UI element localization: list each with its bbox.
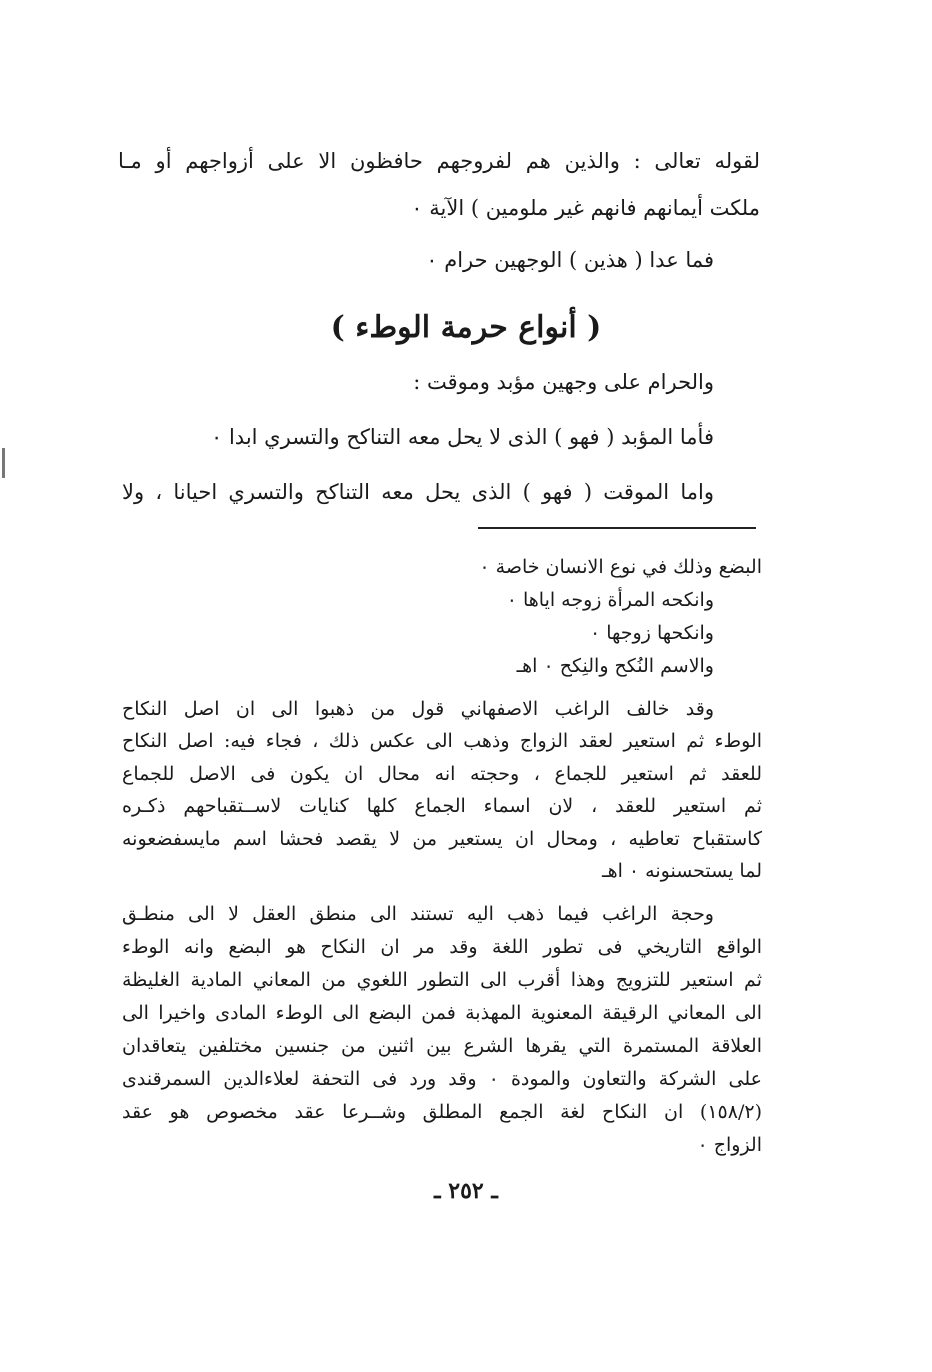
footnote-line-17: (١٥٨/٢) ان النكاح لغة الجمع المطلق وشــرعا عقد مخصوص هو عقد: [122, 1101, 762, 1123]
footnote-separator: [478, 527, 756, 529]
footnote-line-14: الى المعاني الرقيقة المعنوية المهذبة فمن البضع الى الوطء المادى واخيرا الى: [122, 1002, 762, 1024]
footnote-line-6: الوطء ثم استعير لعقد الزواج وذهب الى عكس ذلك ، فجاء فيه: اصل النكاح: [122, 730, 762, 752]
footnote-line-9: كاستقباح تعاطيه ، ومحال ان يستعير من لا يقصد فحشا اسم مايسفضعونه: [122, 828, 762, 850]
footnote-line-10: لما يستحسنونه ٠ اهـ: [602, 860, 762, 882]
scan-edge-mark: [2, 448, 5, 478]
footnote-line-13: ثم استعير للتزويج وهذا أقرب الى التطور اللغوي من المعاني المادية الغليظة: [122, 969, 762, 991]
section-heading: ( أنواع حرمة الوطء ): [330, 310, 602, 345]
footnote-line-18: الزواج ٠: [697, 1134, 762, 1156]
footnote-line-15: العلاقة المستمرة التي يقرها الشرع بين اثنين من جنسين مختلفين يتعاقدان: [122, 1035, 762, 1057]
footnote-line-11: وحجة الراغب فيما ذهب اليه تستند الى منطق العقل لا الى منطـق: [122, 903, 714, 925]
footnote-line-4: والاسم النُكح والنِكح ٠ اهـ: [516, 655, 714, 677]
main-line-5: فأما المؤبد ( فهو ) الذى لا يحل معه التناكح والتسري ابدا ٠: [211, 425, 714, 449]
footnote-line-2: وانكحه المرأة زوجه اياها ٠: [506, 589, 714, 611]
page-number: ـ ٢٥٢ ـ: [434, 1178, 498, 1204]
footnote-line-7: للعقد ثم استعير للجماع ، وحجته انه محال ان يكون فى الاصل للجماع: [122, 763, 762, 785]
main-line-3: فما عدا ( هذين ) الوجهين حرام ٠: [426, 248, 714, 272]
footnote-line-8: ثم استعير للعقد ، لان اسماء الجماع كلها كنايات لاســتقباحهم ذكـره: [122, 795, 762, 817]
main-line-4: والحرام على وجهين مؤبد وموقت :: [413, 370, 714, 394]
main-line-1: لقوله تعالى : والذين هم لفروجهم حافظون الا على أزواجهم أو مـا: [118, 149, 760, 173]
footnote-line-12: الواقع التاريخي فى تطور اللغة وقد مر ان النكاح هو البضع وانه الوطء: [122, 936, 762, 958]
footnote-line-16: على الشركة والتعاون والمودة ٠ وقد ورد فى التحفة لعلاءالدين السمرقندى: [122, 1068, 763, 1090]
footnote-line-3: وانكحها زوجها ٠: [590, 622, 714, 644]
main-line-6: واما الموقت ( فهو ) الذى يحل معه التناكح والتسري احيانا ، ولا: [122, 480, 714, 504]
footnote-line-5: وقد خالف الراغب الاصفهاني قول من ذهبوا الى ان اصل النكاح: [122, 698, 714, 720]
footnote-line-1: البضع وذلك في نوع الانسان خاصة ٠: [479, 556, 762, 578]
main-line-2: ملكت أيمانهم فانهم غير ملومين ) الآية ٠: [411, 196, 760, 220]
